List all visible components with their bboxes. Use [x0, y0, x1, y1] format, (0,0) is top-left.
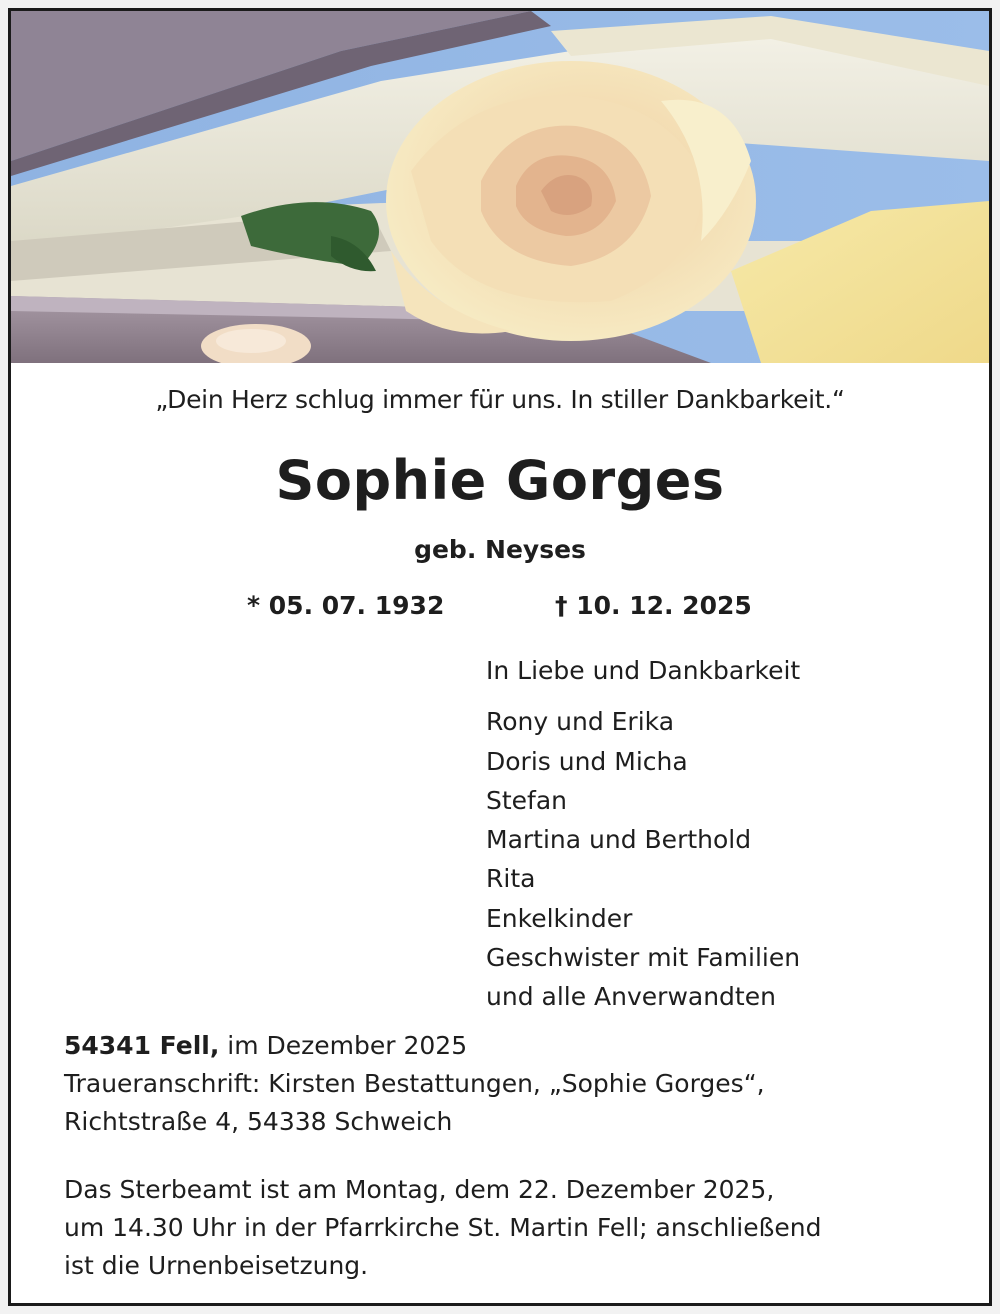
- service-line: Das Sterbeamt ist am Montag, dem 22. Dezember 2025,: [64, 1175, 775, 1204]
- funeral-service-info: [64, 1171, 821, 1285]
- mourner-name: Doris und Micha: [486, 746, 688, 776]
- mourners-list: [486, 702, 800, 1016]
- obituary-notice: [8, 8, 992, 1306]
- service-line: um 14.30 Uhr in der Pfarrkirche St. Martin Fell; anschließend: [64, 1213, 822, 1242]
- mourner-name: Rony und Erika: [486, 707, 675, 737]
- mourners-intro: In Liebe und Dankbarkeit: [486, 656, 801, 685]
- service-line: ist die Urnenbeisetzung.: [64, 1251, 369, 1280]
- birth-date: * 05. 07. 1932: [247, 591, 445, 620]
- mourning-address-line: Traueranschrift: Kirsten Bestattungen, „Sophie Gorges“,: [64, 1069, 765, 1098]
- maiden-name: geb. Neyses: [414, 535, 586, 564]
- memorial-quote: „Dein Herz schlug immer für uns. In stiller Dankbarkeit.“: [155, 385, 845, 414]
- rose-on-book-photo: [11, 11, 989, 363]
- mourner-name: Geschwister mit Familien: [486, 943, 801, 973]
- mourner-name: Rita: [486, 864, 536, 894]
- mourning-address-street: Richtstraße 4, 54338 Schweich: [64, 1107, 453, 1136]
- place-and-address: [64, 1027, 765, 1141]
- death-date: † 10. 12. 2025: [555, 591, 752, 620]
- mourner-name: und alle Anverwandten: [486, 982, 776, 1012]
- mourner-name: Stefan: [486, 785, 568, 815]
- mourner-name: Martina und Berthold: [486, 825, 752, 855]
- mourners-block: [486, 651, 800, 1017]
- mourner-name: Enkelkinder: [486, 903, 633, 933]
- place-name: 54341 Fell,: [64, 1031, 220, 1060]
- place-date-line: [64, 1027, 765, 1065]
- deceased-name: Sophie Gorges: [275, 449, 725, 512]
- place-date: im Dezember 2025: [219, 1031, 468, 1060]
